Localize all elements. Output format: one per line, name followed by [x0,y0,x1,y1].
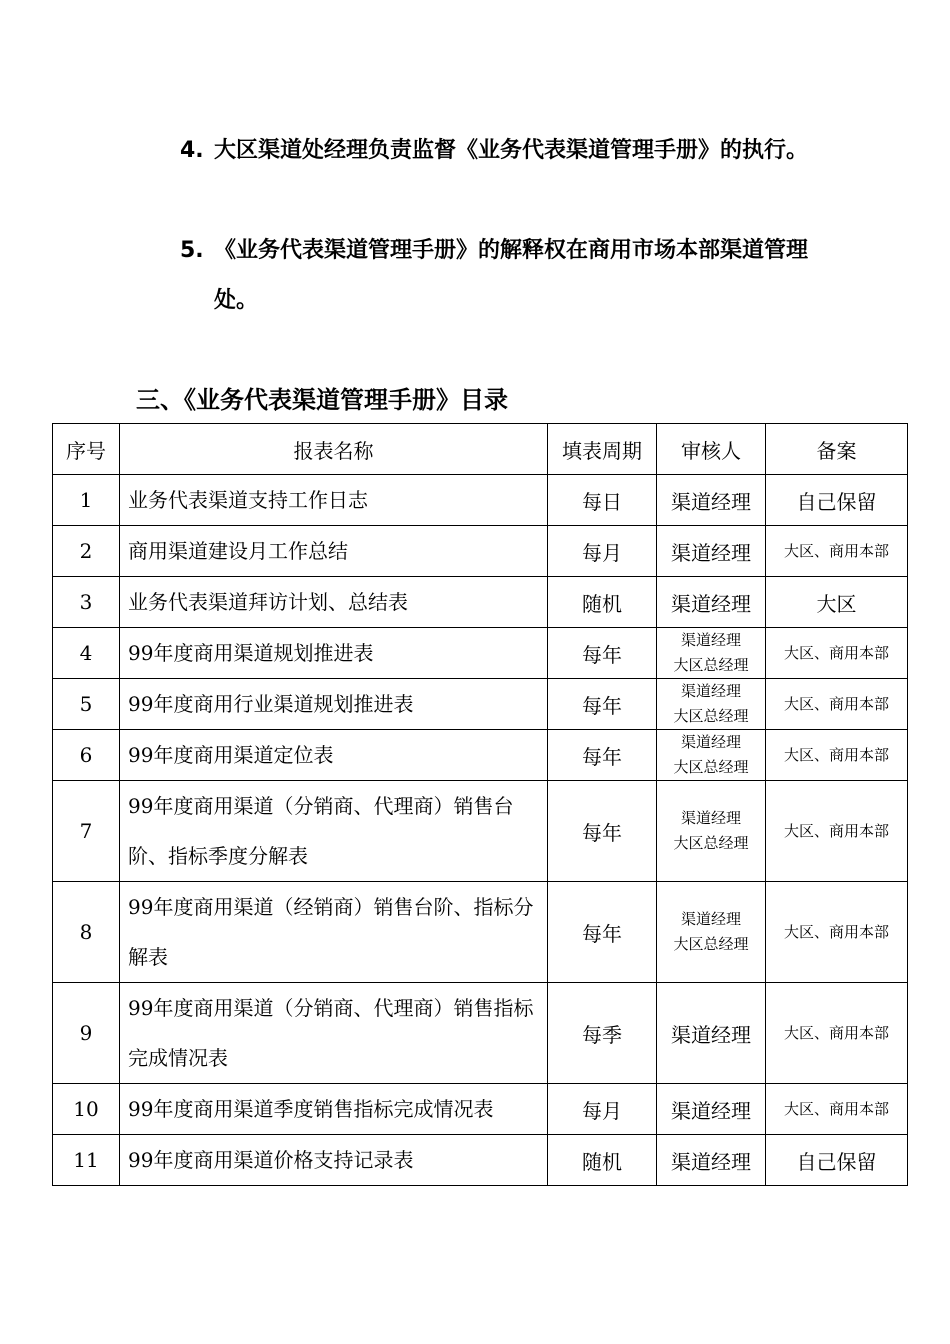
fill-period: 每年 [548,730,657,781]
row-number: 8 [53,882,120,983]
reviewer-line: 渠道经理 [671,1149,751,1174]
reviewer-line: 渠道经理 [680,809,741,827]
reviewer-line: 大区总经理 [673,758,749,776]
reviewer-line: 渠道经理 [680,733,741,751]
reviewer-line: 渠道经理 [671,489,751,514]
table-row [53,475,908,526]
row-number: 4 [53,628,120,679]
filing: 大区、商用本部 [766,730,908,781]
report-name: 99年度商用渠道（分销商、代理商）销售台阶、指标季度分解表 [120,781,548,882]
reviewer-line: 大区总经理 [673,656,749,674]
list-number: 5. [180,238,204,263]
list-number: 4. [180,138,204,163]
header-period: 填表周期 [548,424,657,475]
report-name: 99年度商用渠道（经销商）销售台阶、指标分解表 [120,882,548,983]
list-text: 大区渠道处经理负责监督《业务代表渠道管理手册》的执行。 [214,138,809,163]
reviewer-line: 渠道经理 [671,591,751,616]
reviewer [657,882,766,983]
reviewer [657,730,766,781]
fill-period: 每季 [548,983,657,1084]
section-heading: 三、《业务代表渠道管理手册》目录 [136,386,508,414]
fill-period: 每日 [548,475,657,526]
reviewer [657,983,766,1084]
reviewer [657,475,766,526]
filing: 自己保留 [766,1135,908,1186]
fill-period: 每年 [548,679,657,730]
report-name: 99年度商用渠道价格支持记录表 [120,1135,548,1186]
list-text: 《业务代表渠道管理手册》的解释权在商用市场本部渠道管理处。 [214,238,809,313]
row-number: 5 [53,679,120,730]
reviewer-line: 渠道经理 [671,540,751,565]
report-name: 99年度商用渠道规划推进表 [120,628,548,679]
reviewer-line: 大区总经理 [673,707,749,725]
row-number: 1 [53,475,120,526]
filing: 大区、商用本部 [766,781,908,882]
fill-period: 每月 [548,526,657,577]
reviewer [657,679,766,730]
row-number: 9 [53,983,120,1084]
row-number: 2 [53,526,120,577]
row-number: 6 [53,730,120,781]
table-row [53,679,908,730]
table-row [53,628,908,679]
reviewer [657,781,766,882]
table-row [53,730,908,781]
reviewer [657,1084,766,1135]
table-row [53,983,908,1084]
reviewer-line: 大区总经理 [673,834,749,852]
table-row [53,1135,908,1186]
filing: 大区、商用本部 [766,1084,908,1135]
reviewer-line: 大区总经理 [673,935,749,953]
fill-period: 随机 [548,1135,657,1186]
filing: 大区 [766,577,908,628]
row-number: 11 [53,1135,120,1186]
fill-period: 随机 [548,577,657,628]
fill-period: 每月 [548,1084,657,1135]
table-row [53,882,908,983]
report-name: 业务代表渠道拜访计划、总结表 [120,577,548,628]
reviewer [657,1135,766,1186]
row-number: 3 [53,577,120,628]
table-row [53,577,908,628]
report-table [52,423,908,1186]
filing: 大区、商用本部 [766,628,908,679]
filing: 大区、商用本部 [766,679,908,730]
table-row [53,526,908,577]
row-number: 10 [53,1084,120,1135]
report-name: 99年度商用渠道（分销商、代理商）销售指标完成情况表 [120,983,548,1084]
reviewer-line: 渠道经理 [680,631,741,649]
reviewer-line: 渠道经理 [680,910,741,928]
reviewer-line: 渠道经理 [671,1098,751,1123]
reviewer [657,577,766,628]
filing: 自己保留 [766,475,908,526]
table-row [53,1084,908,1135]
table-header-row [53,424,908,475]
report-name: 业务代表渠道支持工作日志 [120,475,548,526]
header-reviewer: 审核人 [657,424,766,475]
report-name: 99年度商用渠道季度销售指标完成情况表 [120,1084,548,1135]
table-row [53,781,908,882]
header-no: 序号 [53,424,120,475]
fill-period: 每年 [548,882,657,983]
report-name: 99年度商用行业渠道规划推进表 [120,679,548,730]
fill-period: 每年 [548,781,657,882]
header-name: 报表名称 [120,424,548,475]
fill-period: 每年 [548,628,657,679]
reviewer-line: 渠道经理 [671,1022,751,1047]
filing: 大区、商用本部 [766,526,908,577]
row-number: 7 [53,781,120,882]
filing: 大区、商用本部 [766,983,908,1084]
reviewer [657,526,766,577]
report-name: 99年度商用渠道定位表 [120,730,548,781]
reviewer [657,628,766,679]
reviewer-line: 渠道经理 [680,682,741,700]
filing: 大区、商用本部 [766,882,908,983]
header-filing: 备案 [766,424,908,475]
report-name: 商用渠道建设月工作总结 [120,526,548,577]
